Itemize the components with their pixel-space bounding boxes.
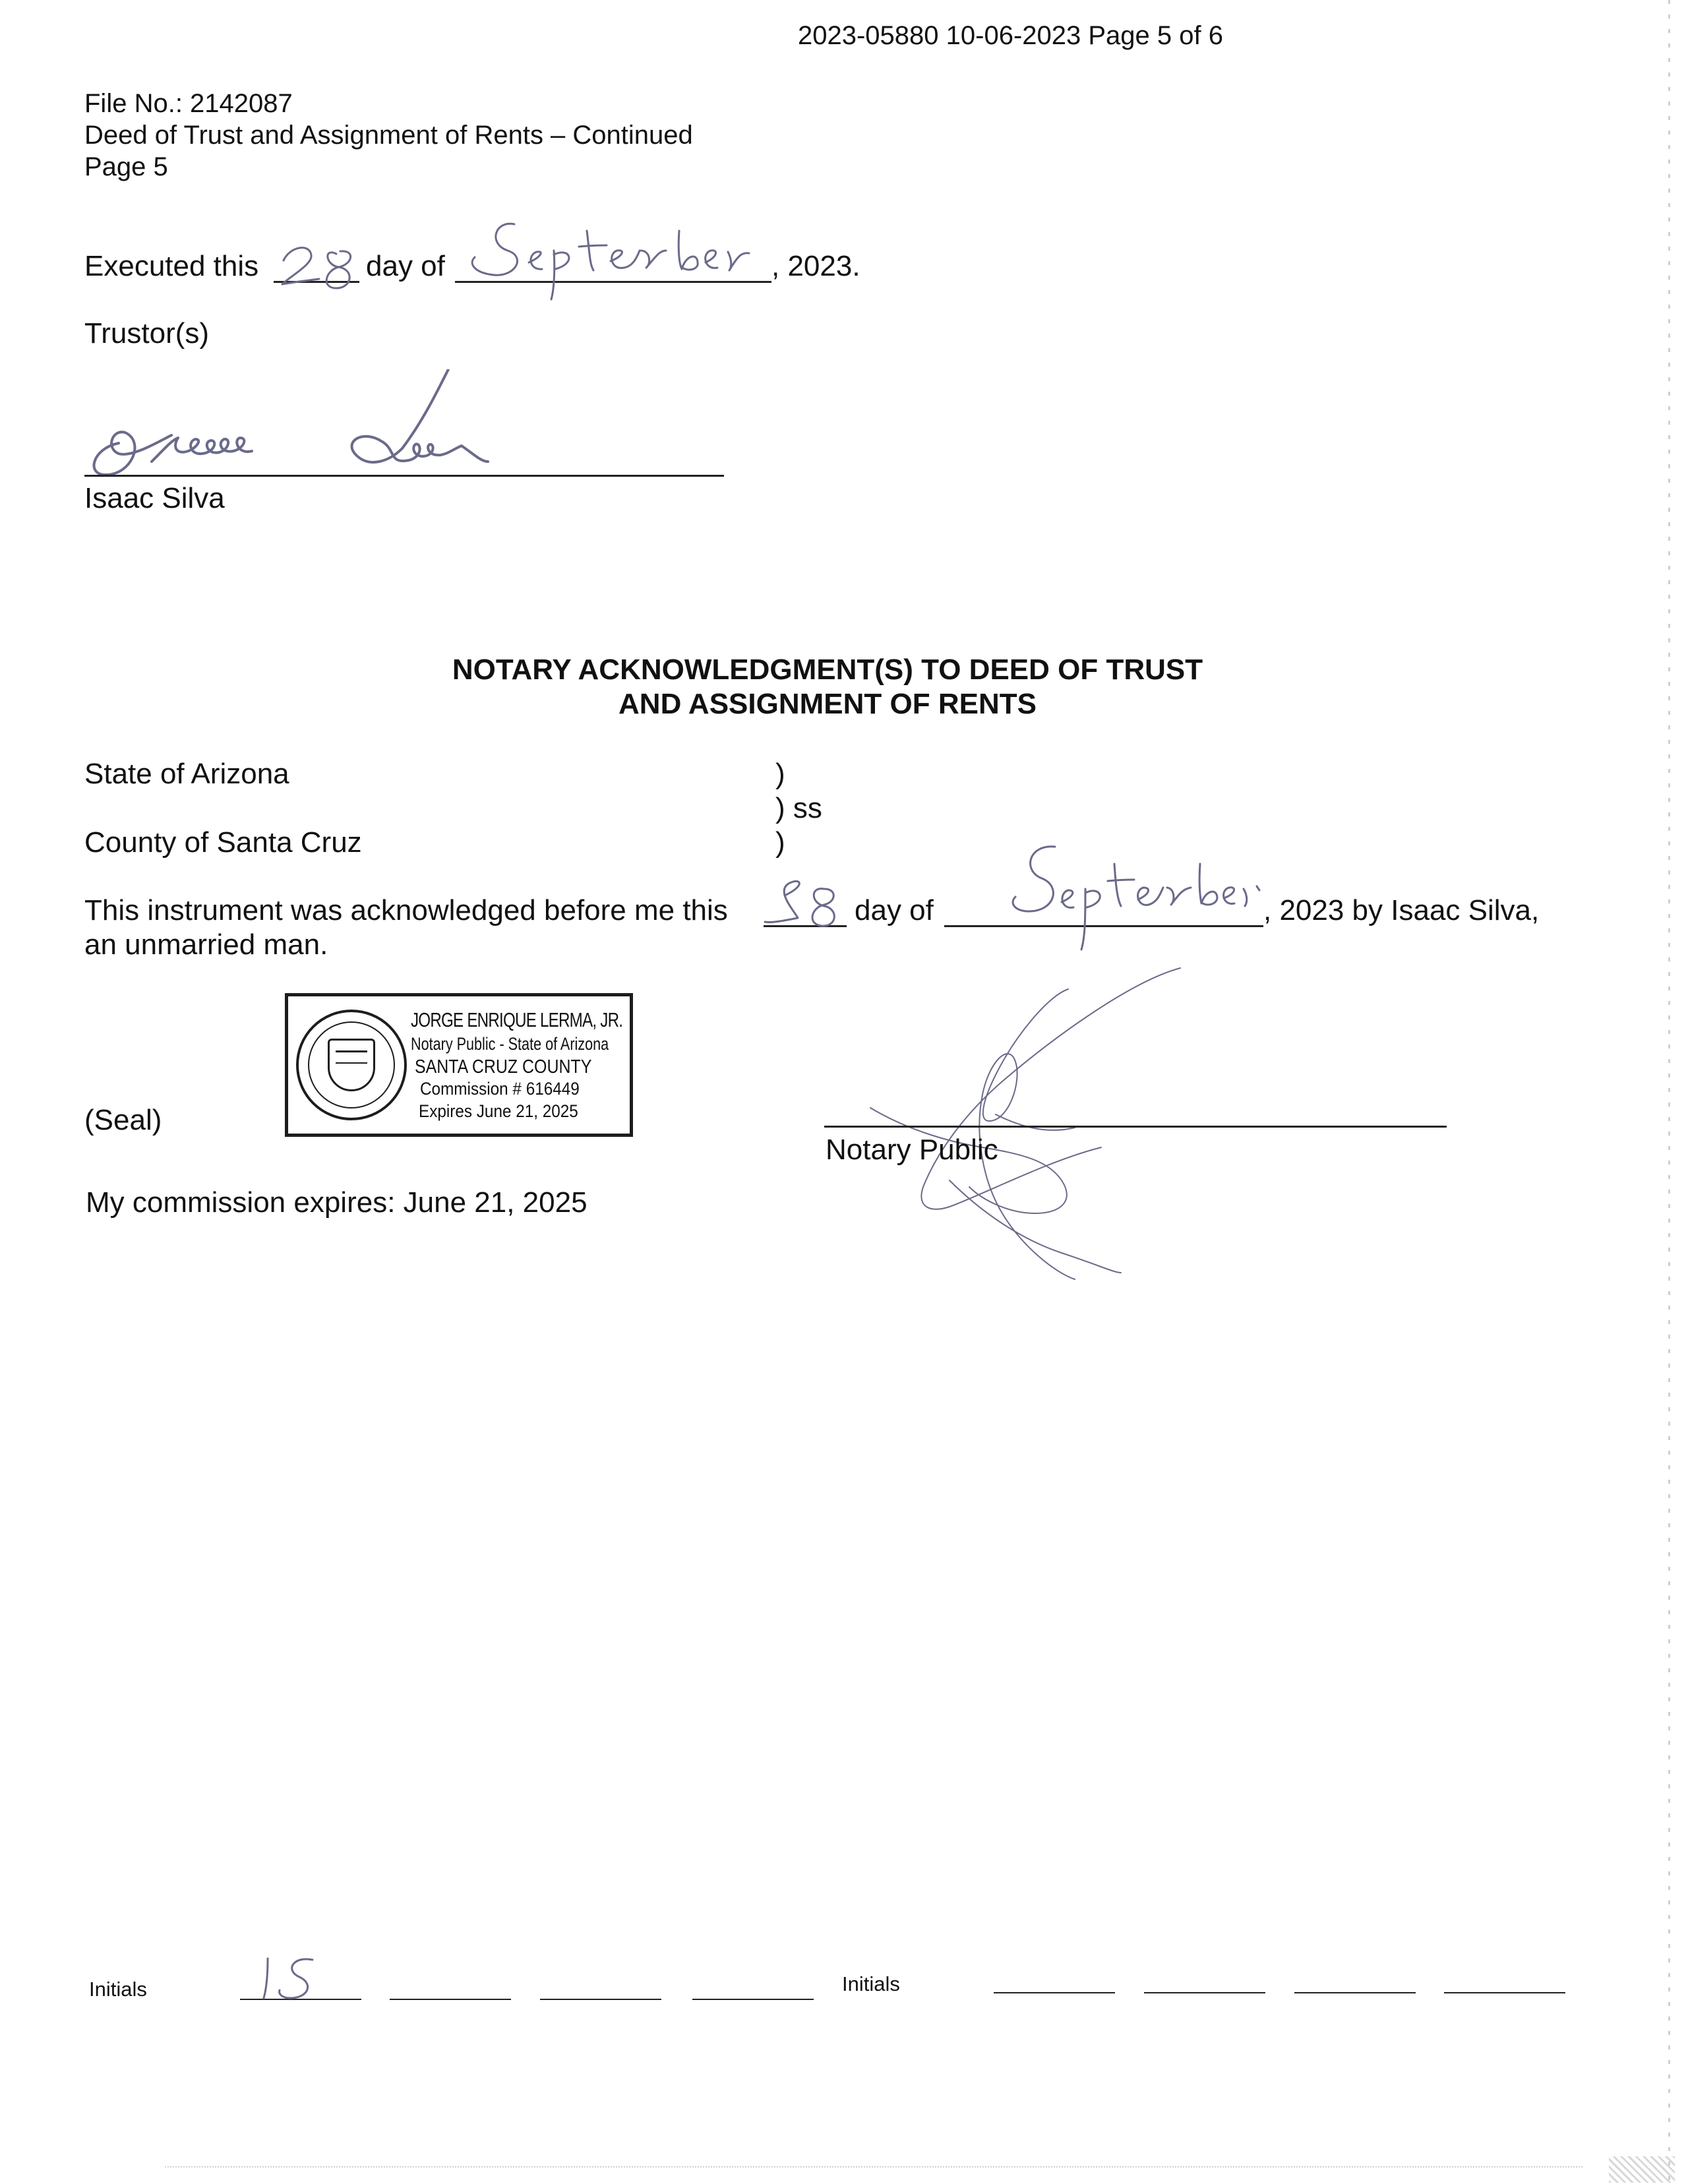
handwritten-initials (253, 1952, 339, 2005)
acknowledgment-line2: an unmarried man. (84, 928, 328, 961)
handwritten-day (270, 228, 369, 293)
page-label: Page 5 (84, 152, 168, 181)
stamp-notary-name: JORGE ENRIQUE LERMA, JR. (411, 1008, 623, 1031)
scan-bottom-edge (165, 2166, 1582, 2168)
year-suffix: , 2023. (771, 250, 860, 282)
handwritten-ack-day (758, 869, 851, 935)
day-of-label: day of (366, 250, 445, 282)
initials-line-7 (1294, 1992, 1416, 1993)
trustor-name: Isaac Silva (84, 482, 225, 514)
notary-signature (851, 963, 1193, 1286)
stamp-expiration: Expires June 21, 2025 (419, 1101, 578, 1121)
notary-heading-line1: NOTARY ACKNOWLEDGMENT(S) TO DEED OF TRUST (452, 653, 1203, 686)
acknowledgment-prefix: This instrument was acknowledged before me this (84, 894, 728, 926)
state-seal-emblem (296, 1010, 407, 1120)
document-title: Deed of Trust and Assignment of Rents – Continued (84, 121, 693, 150)
stamp-notary-title: Notary Public - State of Arizona (411, 1034, 609, 1054)
initials-line-4 (692, 1999, 814, 2000)
initials-line-2 (390, 1999, 511, 2000)
file-number: File No.: 2142087 (84, 89, 293, 118)
recording-stamp: 2023-05880 10-06-2023 Page 5 of 6 (798, 21, 1223, 50)
stamp-county: SANTA CRUZ COUNTY (415, 1056, 592, 1077)
commission-expiration: My commission expires: June 21, 2025 (86, 1186, 588, 1219)
stamp-commission: Commission # 616449 (420, 1079, 580, 1099)
handwritten-month (455, 211, 771, 303)
trustor-label: Trustor(s) (84, 317, 210, 349)
trustor-signature (79, 369, 501, 488)
notary-stamp (285, 993, 633, 1137)
initials-line-6 (1144, 1992, 1265, 1993)
acknowledgment-suffix: , 2023 by Isaac Silva, (1263, 894, 1540, 926)
county-label: County of Santa Cruz (84, 826, 362, 859)
seal-label: (Seal) (84, 1104, 162, 1136)
initials-line-3 (540, 1999, 661, 2000)
notary-public-label: Notary Public (826, 1134, 998, 1166)
state-label: State of Arizona (84, 758, 289, 790)
ack-day-of-label: day of (855, 894, 934, 926)
notary-signature-line (824, 1126, 1447, 1128)
venue-paren-bottom: ) (775, 826, 785, 859)
scan-edge-mark (1668, 0, 1670, 2184)
executed-this-label: Executed this (84, 250, 259, 282)
initials-label-left: Initials (89, 1978, 147, 2001)
venue-paren-ss: ) ss (775, 792, 822, 824)
scan-corner-noise (1609, 2156, 1675, 2183)
handwritten-ack-month (1002, 837, 1266, 956)
initials-line-5 (994, 1992, 1115, 1993)
venue-paren-top: ) (775, 758, 785, 790)
initials-line-8 (1444, 1992, 1565, 1993)
trustor-signature-line (84, 475, 724, 477)
initials-label-right: Initials (842, 1972, 900, 1995)
notary-heading-line2: AND ASSIGNMENT OF RENTS (618, 688, 1037, 720)
